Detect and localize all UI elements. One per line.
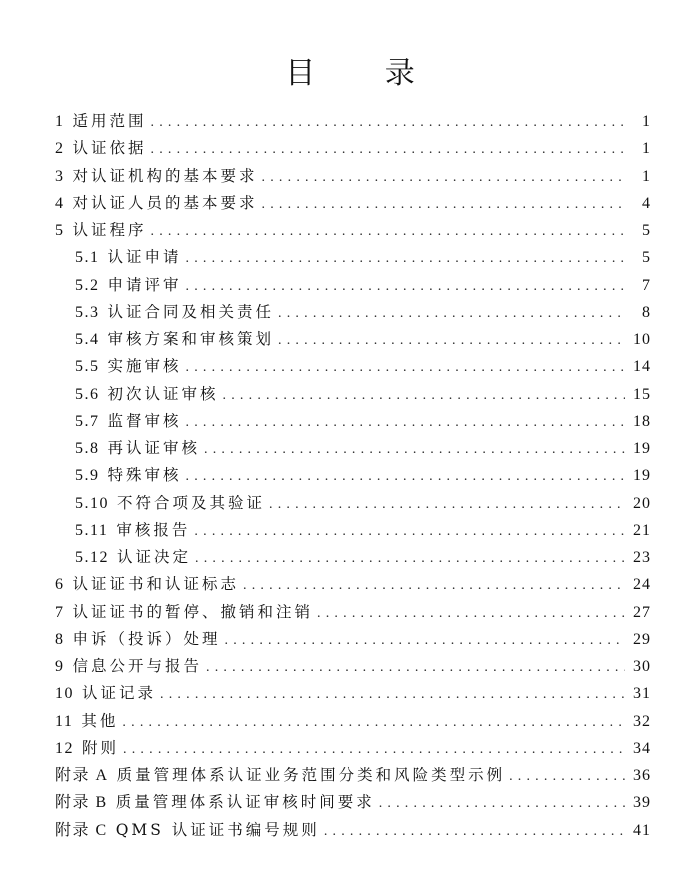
toc-entry[interactable] (55, 599, 651, 626)
toc-subentry[interactable] (55, 244, 651, 271)
toc-entry-page: 41 (633, 821, 651, 839)
page-title: 目 录 (285, 56, 445, 92)
dot-leader (225, 627, 625, 654)
toc-entry-number: 5.3 (75, 303, 100, 321)
toc-entry-page: 24 (633, 576, 651, 594)
toc-entry-title: 质量管理体系认证业务范围分类和风险类型示例 (116, 766, 506, 784)
toc-entry-number: 5.10 (75, 494, 109, 512)
dot-leader (186, 463, 625, 490)
toc-entry-number: 4 (55, 194, 65, 212)
toc-entry-title: 认证依据 (72, 139, 147, 158)
toc-entry-page: 14 (633, 358, 651, 376)
toc-entry-number: 3 (55, 167, 65, 185)
toc-entry-number: 2 (55, 140, 65, 158)
toc-subentry[interactable] (55, 381, 651, 408)
toc-entry-page: 7 (642, 276, 651, 294)
toc-entry[interactable] (55, 708, 651, 735)
toc-subentry[interactable] (55, 408, 651, 435)
dot-leader (223, 382, 625, 409)
dot-leader (509, 763, 625, 790)
toc-entry-title: 认证申请 (107, 248, 182, 267)
toc-subentry[interactable] (55, 462, 651, 489)
toc-entry-page: 31 (633, 685, 651, 703)
toc-entry-title: 申请评审 (107, 275, 182, 294)
toc-entry-title: 附则 (82, 738, 120, 757)
toc-entry[interactable] (55, 217, 651, 244)
toc-entry-number: 8 (55, 630, 65, 648)
toc-entry-number: 5.5 (75, 358, 100, 376)
toc-entry-title: 不符合项及其验证 (117, 493, 266, 512)
toc-entry-number: 附录 B (55, 794, 108, 812)
toc-entry-page: 36 (633, 767, 651, 784)
toc-entry-page: 5 (642, 222, 651, 239)
toc-entry-number: 5.1 (75, 249, 100, 267)
toc-subentry[interactable] (55, 435, 651, 462)
toc-entry-number: 1 (55, 113, 65, 130)
toc-entry-title: 认证证书和认证标志 (72, 575, 240, 594)
toc-entry-page: 20 (633, 494, 651, 512)
dot-leader (243, 572, 625, 599)
toc-entry-title: 其他 (81, 711, 119, 730)
toc-entry-page: 19 (633, 467, 651, 485)
toc-subentry[interactable] (55, 490, 651, 517)
toc-entry-page: 4 (642, 194, 651, 212)
dot-leader (186, 354, 625, 381)
toc-subentry[interactable] (55, 299, 651, 326)
toc-entry-title: 对认证人员的基本要求 (72, 193, 258, 212)
toc-entry-number: 5.12 (75, 549, 109, 566)
toc-entry-number: 5 (55, 222, 65, 239)
toc-entry[interactable] (55, 653, 651, 680)
dot-leader (195, 545, 625, 572)
toc-entry-title: 认证程序 (72, 221, 147, 239)
dot-leader (186, 245, 625, 272)
toc-entry[interactable] (55, 680, 651, 707)
toc-entry-title: 申诉（投诉）处理 (72, 629, 221, 648)
toc-entry-page: 21 (633, 521, 651, 539)
dot-leader (194, 518, 625, 545)
toc-entry-number: 5.6 (75, 385, 100, 403)
toc-entry-page: 34 (633, 739, 651, 757)
dot-leader (123, 736, 625, 763)
toc-entry-number: 10 (55, 685, 74, 703)
toc-entry-title: 质量管理体系认证审核时间要求 (115, 793, 375, 812)
toc-entry-title: 信息公开与报告 (72, 657, 203, 675)
toc-entry-title: 对认证机构的基本要求 (72, 166, 258, 185)
toc-entry-number: 5.8 (75, 440, 100, 457)
toc-entry-number: 5.11 (75, 521, 109, 539)
dot-leader (204, 436, 625, 463)
toc-entry-number: 6 (55, 576, 65, 594)
toc-entry-title: 认证决定 (117, 548, 192, 566)
toc-appendix-entry[interactable] (55, 789, 651, 816)
toc-entry-title: 认证记录 (82, 684, 157, 703)
dot-leader (122, 709, 625, 736)
toc-subentry[interactable] (55, 544, 651, 571)
toc-entry-number: 5.2 (75, 276, 100, 294)
dot-leader (278, 300, 625, 327)
toc-entry-title: 适用范围 (72, 112, 147, 130)
toc-entry-number: 5.7 (75, 412, 100, 430)
toc-entry-page: 15 (633, 385, 651, 403)
toc-entry-page: 32 (633, 712, 651, 730)
dot-leader (151, 218, 625, 245)
toc-entry-page: 10 (633, 331, 651, 348)
dot-leader (206, 654, 625, 681)
dot-leader (186, 273, 625, 300)
toc-entry-title: 审核方案和审核策划 (107, 330, 275, 348)
toc-entry-page: 1 (642, 113, 651, 130)
toc-entry-page: 39 (633, 794, 651, 812)
toc-entry-number: 附录 A (55, 767, 109, 784)
toc-entry-number: 5.9 (75, 467, 100, 485)
toc-entry[interactable] (55, 163, 651, 190)
toc-entry-number: 9 (55, 658, 65, 675)
dot-leader (160, 681, 625, 708)
toc-subentry[interactable] (55, 272, 651, 299)
toc-entry-title: QMS 认证证书编号规则 (115, 820, 320, 839)
toc-entry-title: 监督审核 (107, 411, 182, 430)
toc-entry-page: 30 (633, 658, 651, 675)
toc-entry-page: 1 (642, 167, 651, 185)
dot-leader (262, 191, 625, 218)
toc-entry-page: 29 (633, 630, 651, 648)
toc-appendix-entry[interactable] (55, 762, 651, 789)
toc-entry-page: 18 (633, 412, 651, 430)
toc-entry-page: 1 (642, 140, 651, 158)
toc-entry-title: 初次认证审核 (107, 384, 219, 403)
toc-subentry[interactable] (55, 517, 651, 544)
toc-entry-title: 实施审核 (107, 357, 182, 376)
toc-entry[interactable] (55, 571, 651, 598)
toc-entry[interactable] (55, 735, 651, 762)
toc-entry-page: 8 (642, 303, 651, 321)
dot-leader (262, 164, 625, 191)
dot-leader (324, 818, 625, 845)
toc-entry-number: 附录 C (55, 821, 108, 839)
dot-leader (151, 109, 625, 136)
toc-entry-title: 认证合同及相关责任 (107, 302, 275, 321)
table-of-contents (55, 108, 651, 844)
toc-entry-number: 7 (55, 603, 65, 621)
toc-entry-page: 5 (642, 249, 651, 267)
dot-leader (379, 790, 625, 817)
toc-entry[interactable] (55, 108, 651, 135)
toc-entry-page: 27 (633, 603, 651, 621)
toc-entry[interactable] (55, 626, 651, 653)
toc-entry-number: 12 (55, 739, 74, 757)
dot-leader (278, 327, 625, 354)
dot-leader (151, 136, 625, 163)
dot-leader (317, 600, 625, 627)
toc-entry-title: 认证证书的暂停、撤销和注销 (72, 602, 314, 621)
toc-appendix-entry[interactable] (55, 817, 651, 844)
toc-entry[interactable] (55, 135, 651, 162)
toc-entry[interactable] (55, 190, 651, 217)
toc-entry-number: 5.4 (75, 331, 100, 348)
toc-entry-title: 再认证审核 (107, 439, 201, 457)
toc-entry-title: 特殊审核 (107, 466, 182, 485)
toc-entry-page: 23 (633, 549, 651, 566)
toc-entry-page: 19 (633, 440, 651, 457)
toc-entry-number: 11 (55, 712, 74, 730)
dot-leader (186, 409, 625, 436)
dot-leader (269, 491, 625, 518)
toc-subentry[interactable] (55, 353, 651, 380)
toc-subentry[interactable] (55, 326, 651, 353)
toc-entry-title: 审核报告 (116, 520, 191, 539)
